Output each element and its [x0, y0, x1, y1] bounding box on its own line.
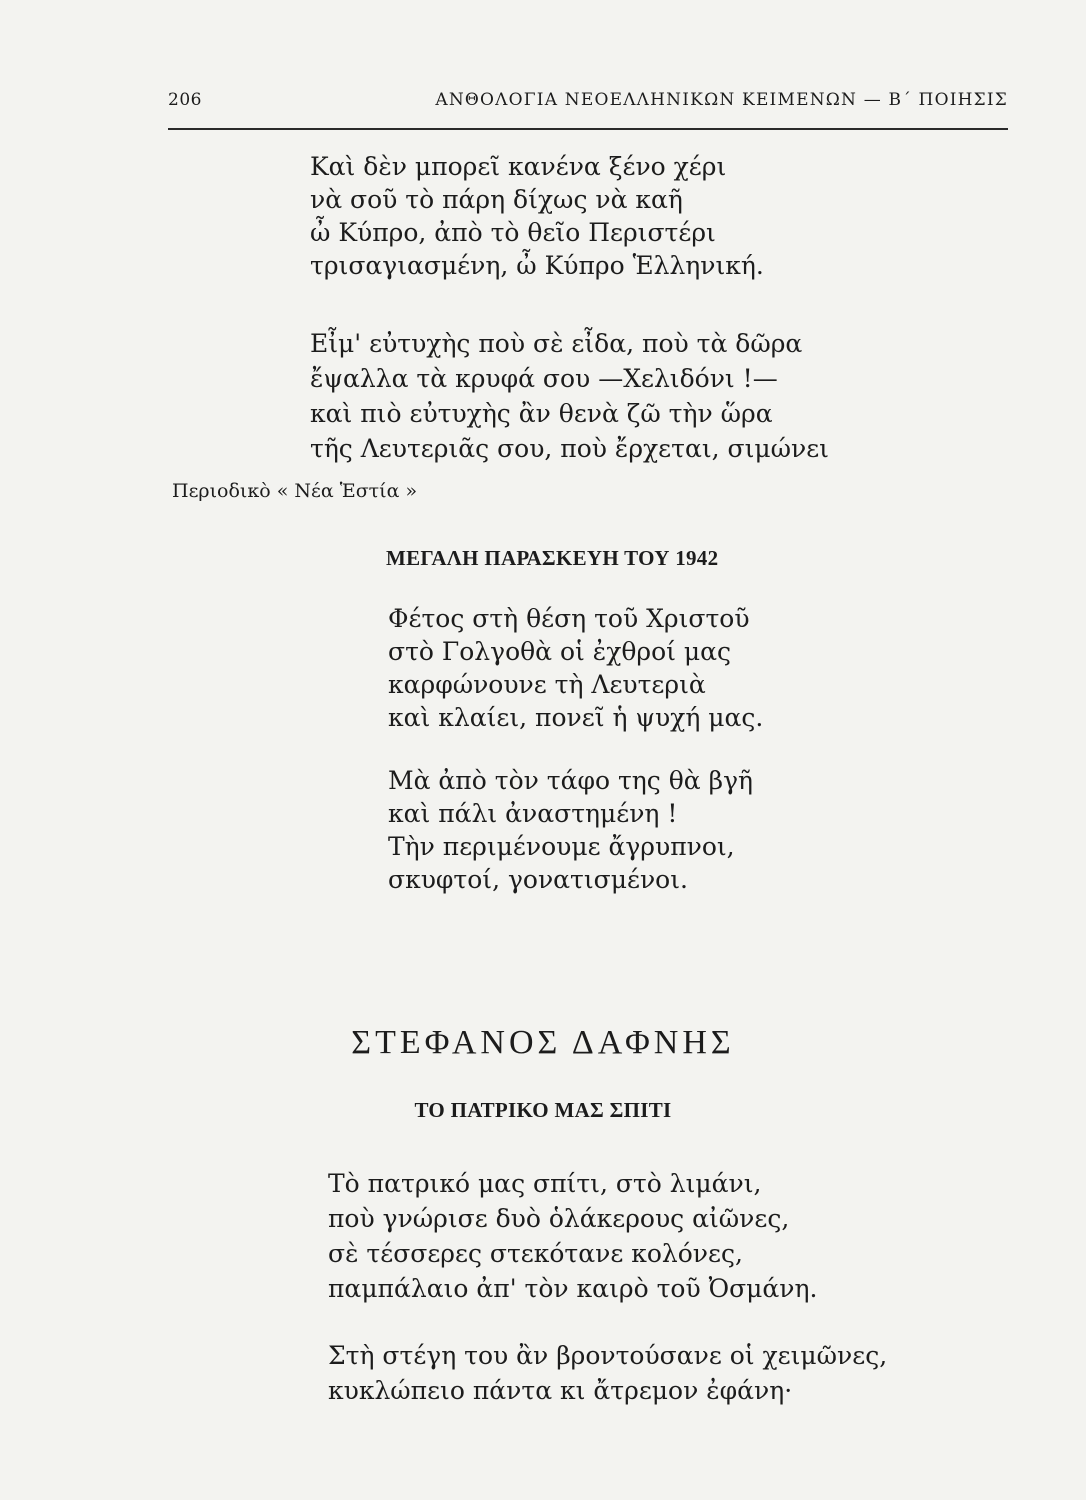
verse-line: τῆς Λευτεριᾶς σου, ποὺ ἔρχεται, σιμώνει [310, 434, 829, 463]
poem3-stanza1 [328, 1166, 817, 1306]
verse-line: νὰ σοῦ τὸ πάρη δίχως νὰ καῆ [310, 185, 683, 214]
verse-line: καὶ πιὸ εὐτυχὴς ἂν θενὰ ζῶ τὴν ὥρα [310, 399, 773, 428]
verse-line: τρισαγιασμένη, ὦ Κύπρο Ἑλληνική. [310, 251, 764, 280]
poem-title: ΜΕΓΑΛΗ ΠΑΡΑΣΚΕΥΗ ΤΟΥ 1942 [386, 546, 719, 570]
verse-line: καὶ κλαίει, πονεῖ ἡ ψυχή μας. [388, 703, 764, 732]
poem2-stanza1 [388, 602, 763, 734]
poem1-stanza2 [310, 326, 829, 466]
verse-line: Στὴ στέγη του ἂν βροντούσανε οἱ χειμῶνες, [328, 1341, 888, 1370]
verse-line: σὲ τέσσερες στεκότανε κολόνες, [328, 1239, 743, 1268]
verse-line: Εἶμ' εὐτυχὴς ποὺ σὲ εἶδα, ποὺ τὰ δῶρα [310, 329, 803, 358]
verse-line: κυκλώπειο πάντα κι ἄτρεμον ἐφάνη· [328, 1376, 793, 1405]
page-header [168, 88, 1008, 130]
verse-line: στὸ Γολγοθὰ οἱ ἐχθροί μας [388, 637, 732, 666]
verse-line: Τὴν περιμένουμε ἄγρυπνοι, [388, 832, 735, 861]
verse-line: Τὸ πατρικό μας σπίτι, στὸ λιμάνι, [328, 1169, 762, 1198]
verse-line: καὶ πάλι ἀναστημένη ! [388, 799, 678, 828]
verse-line: ἔψαλλα τὰ κρυφά σου —Χελιδόνι !— [310, 364, 778, 393]
verse-line: καρφώνουνε τὴ Λευτεριὰ [388, 670, 706, 699]
verse-line: Φέτος στὴ θέση τοῦ Χριστοῦ [388, 604, 750, 633]
verse-line: Καὶ δὲν μπορεῖ κανένα ξένο χέρι [310, 152, 727, 181]
page-number: 206 [168, 90, 202, 110]
running-head: ΑΝΘΟΛΟΓΙΑ ΝΕΟΕΛΛΗΝΙΚΩΝ ΚΕΙΜΕΝΩΝ — Β΄ ΠΟΙΗΣΙΣ [435, 90, 1008, 110]
verse-line: ποὺ γνώρισε δυὸ ὁλάκερους αἰῶνες, [328, 1204, 790, 1233]
author-name: ΣΤΕΦΑΝΟΣ ΔΑΦΝΗΣ [351, 1024, 735, 1061]
source-citation: Περιοδικὸ « Νέα Ἑστία » [172, 480, 418, 502]
verse-line: παμπάλαιο ἀπ' τὸν καιρὸ τοῦ Ὀσμάνη. [328, 1274, 818, 1303]
poem3-stanza2 [328, 1338, 887, 1408]
verse-line: Μὰ ἀπὸ τὸν τάφο της θὰ βγῆ [388, 766, 753, 795]
verse-line: σκυφτοί, γονατισμένοι. [388, 865, 688, 894]
poem1-stanza1 [310, 150, 764, 282]
verse-line: ὦ Κύπρο, ἀπὸ τὸ θεῖο Περιστέρι [310, 218, 716, 247]
poem2-stanza2 [388, 764, 753, 896]
poem-title: ΤΟ ΠΑΤΡΙΚΟ ΜΑΣ ΣΠΙΤΙ [414, 1098, 672, 1122]
